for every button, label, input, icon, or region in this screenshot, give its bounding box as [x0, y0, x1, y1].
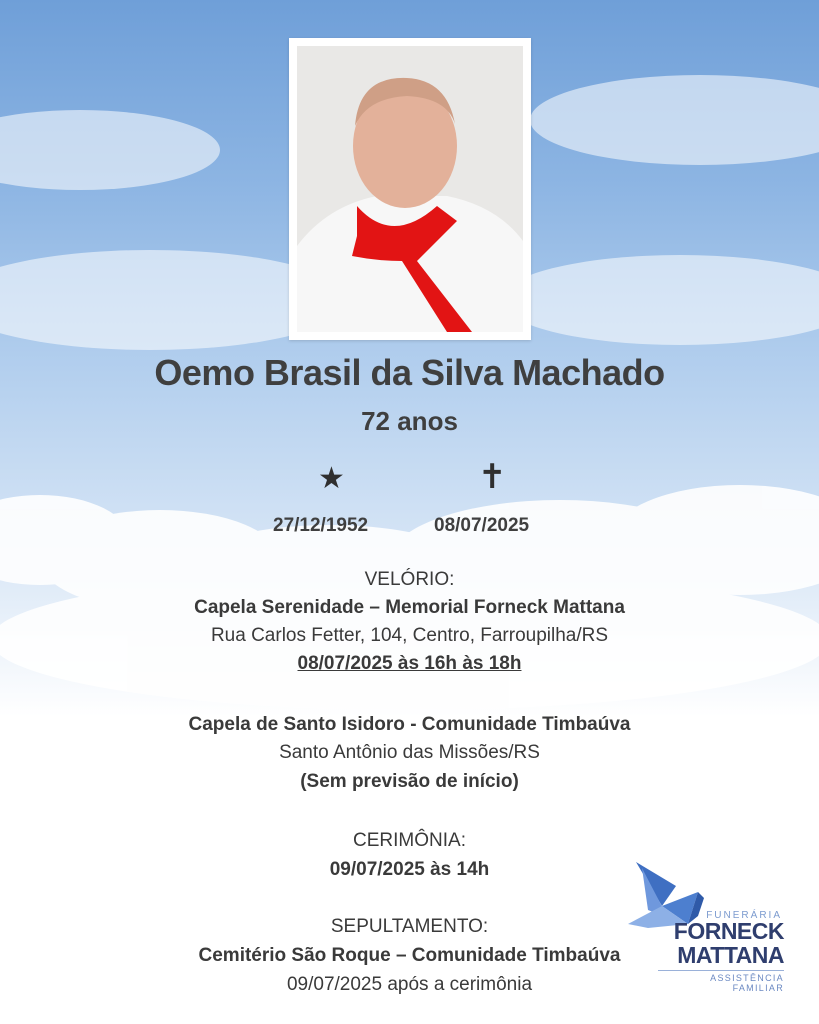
- logo-small-text: FUNERÁRIA: [706, 910, 782, 921]
- sepultamento-datetime: 09/07/2025 após a cerimônia: [286, 974, 533, 995]
- velorio-address-2: Santo Antônio das Missões/RS: [279, 742, 540, 763]
- logo-subtitle: ASSISTÊNCIA FAMILIAR: [658, 970, 784, 993]
- birth-date: 27/12/1952: [273, 515, 369, 536]
- sepultamento-place: Cemitério São Roque – Comunidade Timbaúva: [198, 945, 621, 966]
- velorio-place-2: Capela de Santo Isidoro - Comunidade Timbaúva: [188, 714, 631, 735]
- velorio-place: Capela Serenidade – Memorial Forneck Mattana: [194, 597, 625, 618]
- logo-line-1: FORNECK: [673, 918, 784, 944]
- portrait-frame: [289, 38, 531, 340]
- cerimonia-datetime: 09/07/2025 às 14h: [329, 859, 490, 880]
- cerimonia-heading: CERIMÔNIA:: [353, 830, 466, 851]
- velorio-address: Rua Carlos Fetter, 104, Centro, Farroupilha/RS: [210, 625, 609, 646]
- deceased-name: Oemo Brasil da Silva Machado: [154, 352, 665, 393]
- death-date: 08/07/2025: [434, 515, 530, 536]
- age-label: 72 anos: [361, 406, 458, 436]
- velorio-datetime: 08/07/2025 às 16h às 18h: [297, 653, 522, 674]
- velorio-note-2: (Sem previsão de início): [300, 771, 519, 792]
- star-icon: ★: [318, 462, 345, 495]
- logo-brand: [662, 919, 784, 967]
- portrait-photo: [297, 46, 523, 332]
- logo-line-2: MATTANA: [677, 942, 784, 968]
- velorio-heading: VELÓRIO:: [364, 569, 455, 590]
- cross-icon: ✝: [478, 458, 507, 496]
- sepultamento-heading: SEPULTAMENTO:: [330, 916, 489, 937]
